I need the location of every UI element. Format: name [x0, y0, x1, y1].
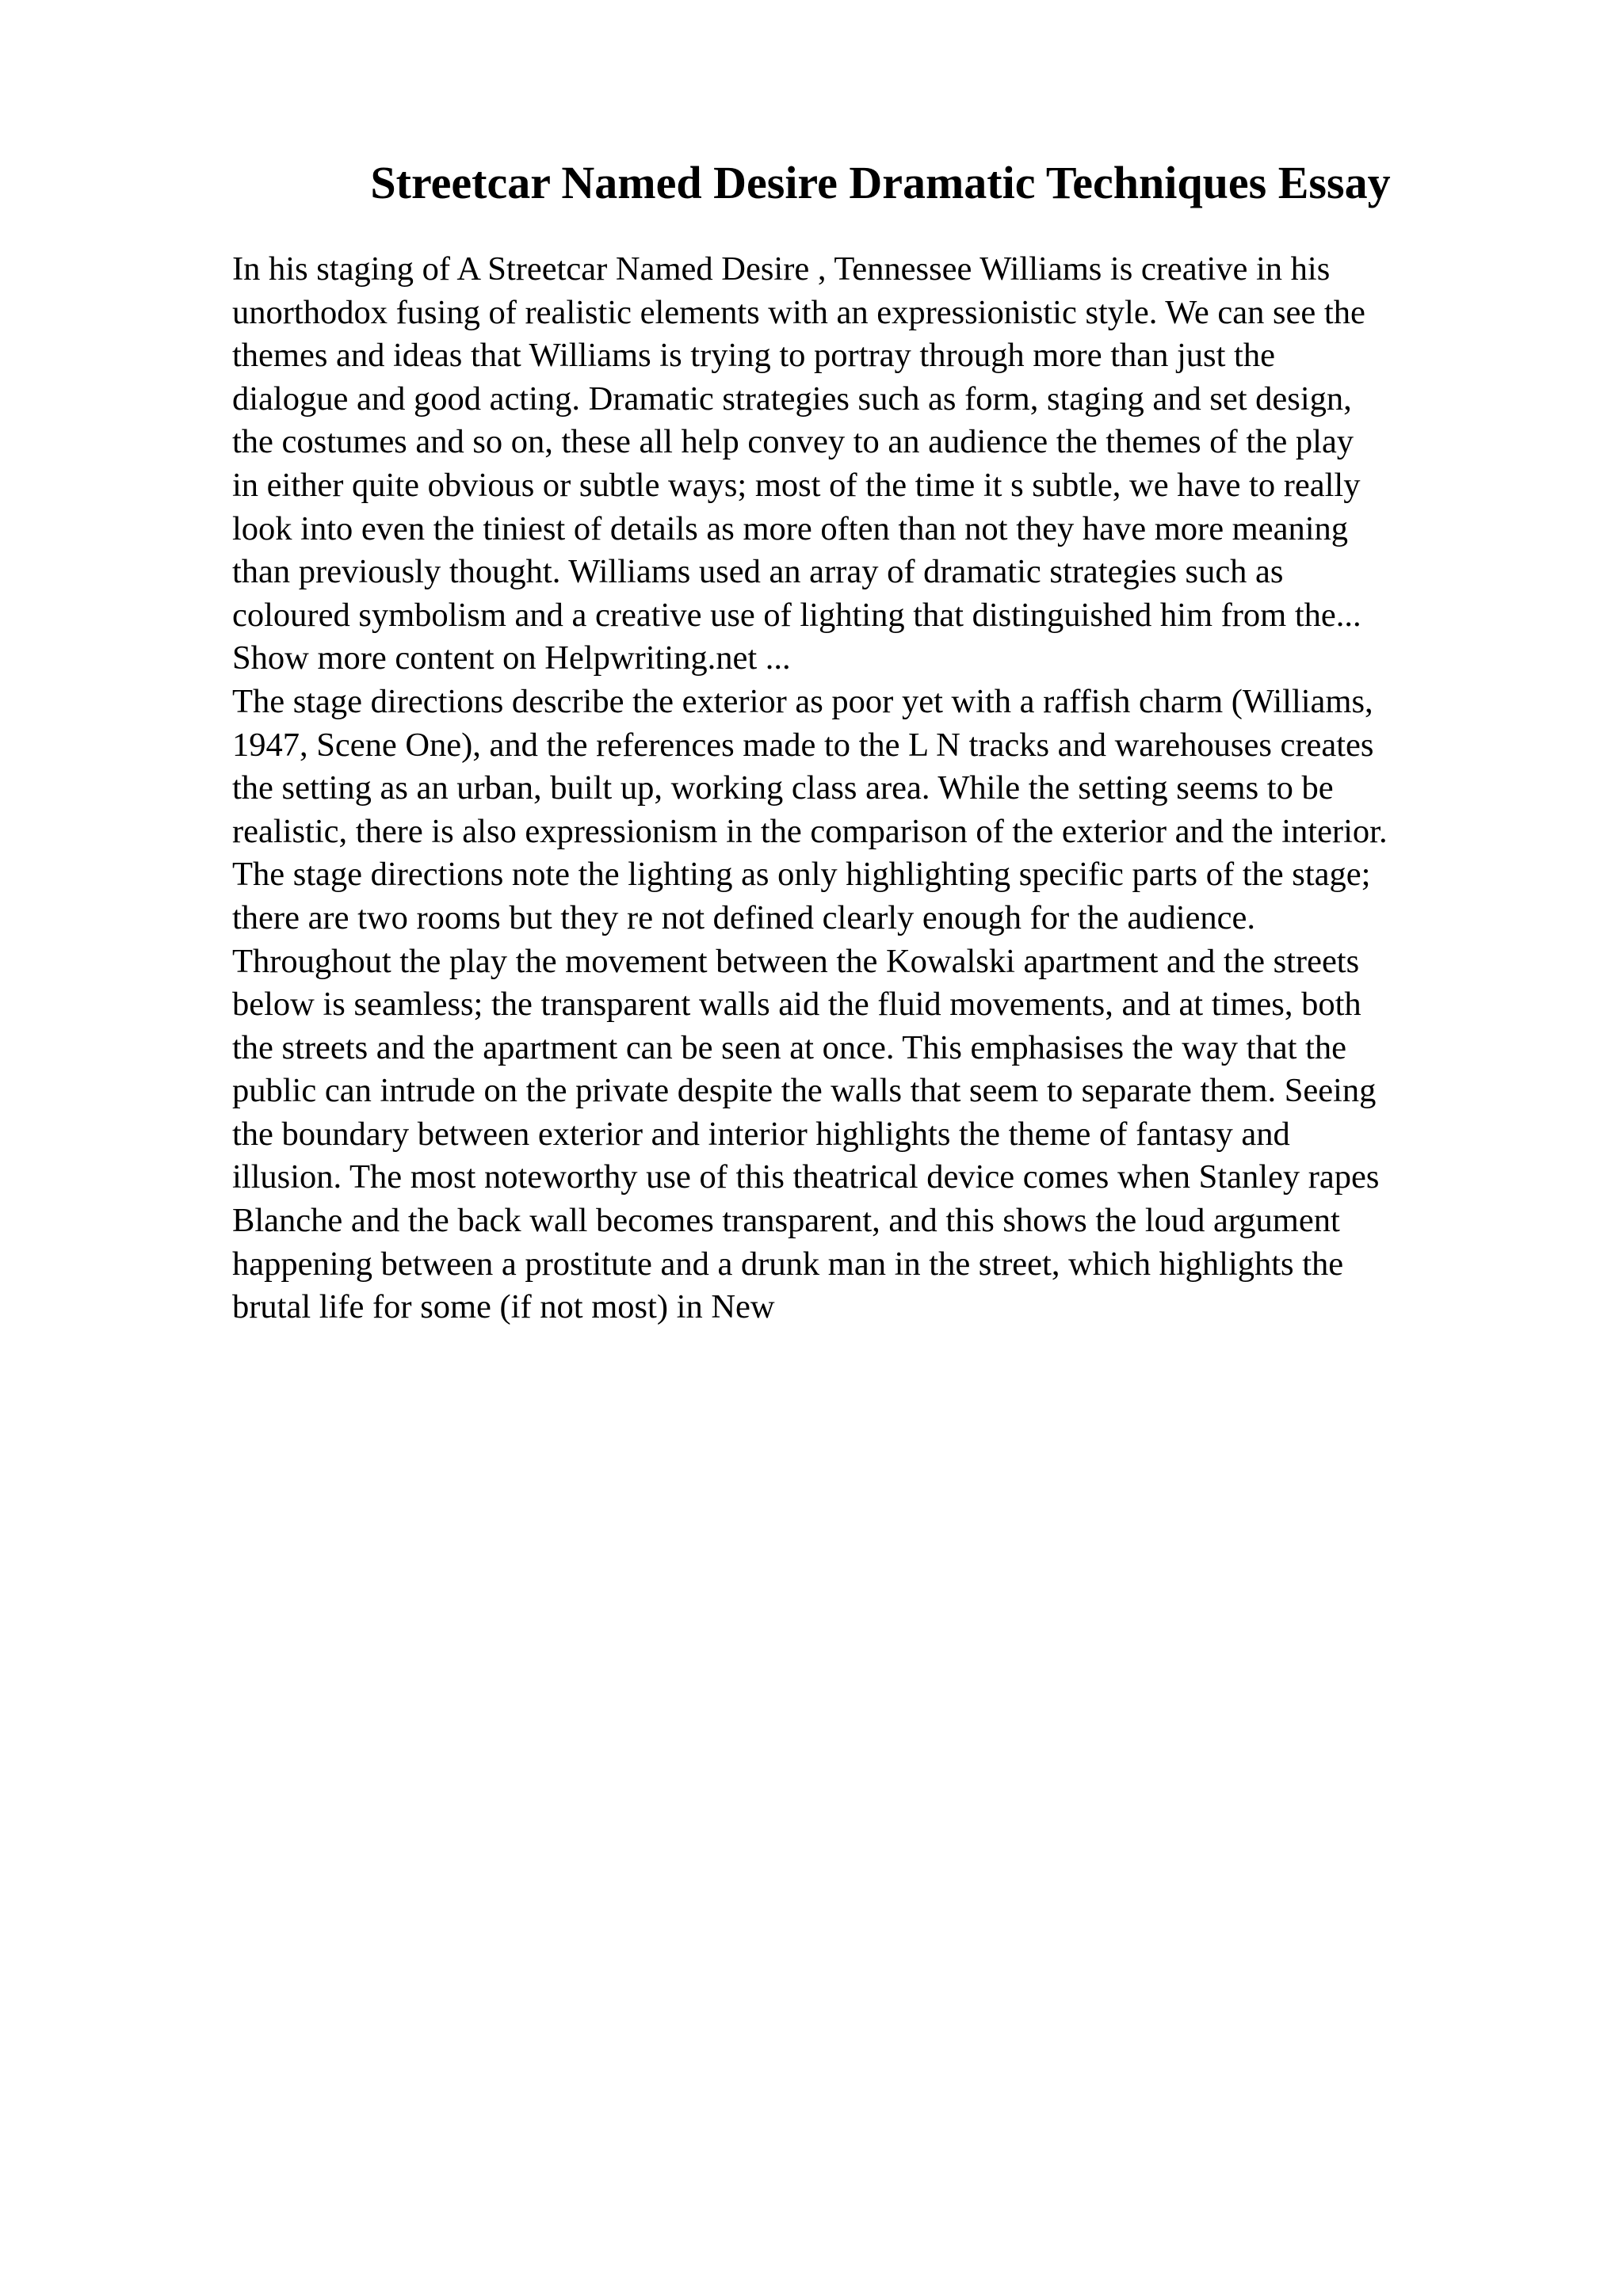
essay-line: public can intrude on the private despite the walls that seem to separate them. Seeing: [232, 1072, 1377, 1110]
essay-line: happening between a prostitute and a drunk man in the street, which highlights the: [232, 1245, 1344, 1283]
essay-line: 1947, Scene One), and the references made to the L N tracks and warehouses creates: [232, 726, 1374, 764]
show-more-line: Show more content on Helpwriting.net ...: [232, 639, 791, 677]
essay-line: dialogue and good acting. Dramatic strategies such as form, staging and set design,: [232, 379, 1352, 418]
essay-line: The stage directions describe the exterior as poor yet with a raffish charm (Williams,: [232, 682, 1373, 720]
essay-line: themes and ideas that Williams is trying to portray through more than just the: [232, 337, 1275, 375]
essay-line: look into even the tiniest of details as more often than not they have more meaning: [232, 509, 1349, 547]
essay-line: below is seamless; the transparent walls aid the fluid movements, and at times, both: [232, 986, 1361, 1024]
essay-line: the streets and the apartment can be seen at once. This emphasises the way that the: [232, 1028, 1346, 1066]
essay-line: Blanche and the back wall becomes transparent, and this shows the loud argument: [232, 1202, 1340, 1240]
essay-line: the setting as an urban, built up, working class area. While the setting seems to be: [232, 769, 1334, 807]
essay-line: the costumes and so on, these all help convey to an audience the themes of the play: [232, 423, 1354, 461]
essay-line: realistic, there is also expressionism in the comparison of the exterior and the interior.: [232, 812, 1388, 850]
essay-body: [232, 248, 1611, 1329]
essay-line: In his staging of A Streetcar Named Desire , Tennessee Williams is creative in his: [232, 250, 1331, 288]
essay-line: the boundary between exterior and interior highlights the theme of fantasy and: [232, 1115, 1290, 1153]
essay-line: coloured symbolism and a creative use of lighting that distinguished him from the...: [232, 596, 1361, 634]
essay-line: brutal life for some (if not most) in New: [232, 1288, 775, 1326]
essay-line: in either quite obvious or subtle ways; most of the time it s subtle, we have to really: [232, 466, 1361, 504]
essay-line: Throughout the play the movement between the Kowalski apartment and the streets: [232, 942, 1360, 980]
essay-line: than previously thought. Williams used an array of dramatic strategies such as: [232, 553, 1284, 591]
essay-line: unorthodox fusing of realistic elements with an expressionistic style. We can see the: [232, 293, 1365, 331]
essay-line: illusion. The most noteworthy use of this theatrical device comes when Stanley rapes: [232, 1158, 1380, 1196]
page-title: Streetcar Named Desire Dramatic Techniques Essay: [370, 157, 1391, 208]
essay-line: there are two rooms but they re not defined clearly enough for the audience.: [232, 898, 1256, 936]
essay-line: The stage directions note the lighting as only highlighting specific parts of the stage;: [232, 856, 1371, 894]
